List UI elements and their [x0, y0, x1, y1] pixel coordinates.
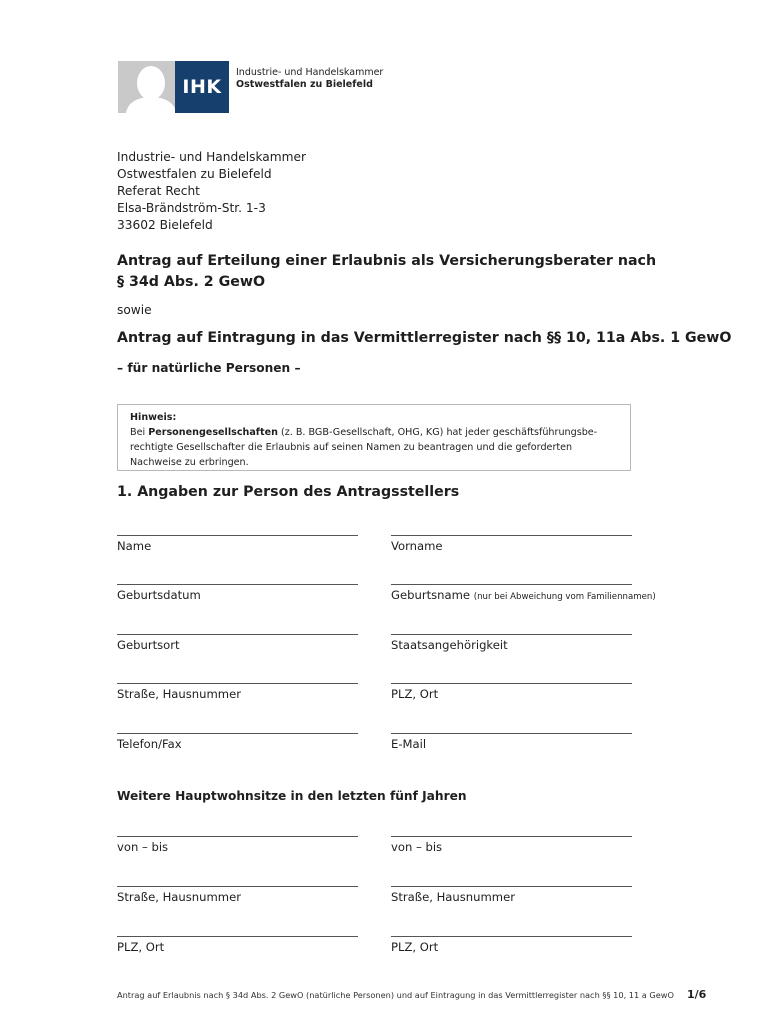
residence-2-period-field[interactable] — [391, 836, 632, 854]
conjunction-text: sowie — [117, 303, 152, 317]
residence-2-street-label: Straße, Hausnummer — [391, 890, 515, 904]
plz-ort-label: PLZ, Ort — [391, 687, 439, 701]
residence-1-street-input-line[interactable] — [117, 886, 358, 887]
logo-organization-name: Industrie- und Handelskammer Ostwestfalen zu Bielefeld — [236, 67, 384, 90]
telefon-input-line[interactable] — [117, 733, 358, 734]
document-title: Antrag auf Erteilung einer Erlaubnis als Versicherungsberater nach § 34d Abs. 2 GewO — [117, 253, 657, 290]
residence-1-period-label: von – bis — [117, 840, 169, 854]
notice-line-3: Nachweise zu erbringen. — [130, 457, 249, 468]
notice-line-2: rechtigte Gesellschafter die Erlaubnis auf seinen Namen zu beantragen und die geforderten — [130, 442, 573, 453]
residence-1-plz-field[interactable] — [117, 936, 358, 954]
geburtsdatum-input-line[interactable] — [117, 584, 358, 585]
page-number: 1/6 — [687, 988, 707, 1001]
name-label: Name — [117, 539, 152, 553]
staatsangehoerigkeit-label: Staatsangehörigkeit — [391, 638, 508, 652]
strasse-label: Straße, Hausnummer — [117, 687, 241, 701]
vorname-input-line[interactable] — [391, 535, 632, 536]
residence-1-plz-label: PLZ, Ort — [117, 940, 165, 954]
recipient-address: Industrie- und Handelskammer Ostwestfalen zu Bielefeld Referat Recht Elsa-Brändström-Str. 1-3 33602 Bielefeld — [117, 150, 307, 232]
name-field[interactable] — [117, 535, 358, 553]
residence-1-street-field[interactable] — [117, 886, 358, 904]
residence-2-period-label: von – bis — [391, 840, 443, 854]
section-heading: 1. Angaben zur Person des Antragsstellers — [117, 484, 460, 500]
residence-1-street-label: Straße, Hausnummer — [117, 890, 241, 904]
name-input-line[interactable] — [117, 535, 358, 536]
vorname-field[interactable] — [391, 535, 632, 553]
residence-2-street-field[interactable] — [391, 886, 632, 904]
residence-1-plz-input-line[interactable] — [117, 936, 358, 937]
plz-ort-field[interactable] — [391, 683, 632, 701]
geburtsdatum-label: Geburtsdatum — [117, 588, 201, 602]
person-silhouette-icon — [118, 61, 175, 113]
plz-ort-input-line[interactable] — [391, 683, 632, 684]
email-input-line[interactable] — [391, 733, 632, 734]
document-title-2: Antrag auf Eintragung in das Vermittlerregister nach §§ 10, 11a Abs. 1 GewO — [117, 330, 732, 346]
logo-silhouette — [118, 61, 175, 113]
email-field[interactable] — [391, 733, 632, 751]
document-subtitle: – für natürliche Personen – — [117, 361, 301, 375]
residence-1-period-field[interactable] — [117, 836, 358, 854]
geburtsname-note: (nur bei Abweichung vom Familiennamen) — [473, 592, 656, 602]
geburtsort-input-line[interactable] — [117, 634, 358, 635]
ihk-logo: IHK — [175, 61, 229, 113]
staatsangehoerigkeit-field[interactable] — [391, 634, 632, 652]
residences-heading: Weitere Hauptwohnsitze in den letzten fünf Jahren — [117, 789, 467, 803]
telefon-label: Telefon/Fax — [117, 737, 182, 751]
notice-heading: Hinweis: — [130, 412, 177, 423]
staatsangehoerigkeit-input-line[interactable] — [391, 634, 632, 635]
residence-2-plz-input-line[interactable] — [391, 936, 632, 937]
geburtsort-field[interactable] — [117, 634, 358, 652]
strasse-field[interactable] — [117, 683, 358, 701]
geburtsname-input-line[interactable] — [391, 584, 632, 585]
geburtsname-field[interactable] — [391, 584, 656, 602]
geburtsdatum-field[interactable] — [117, 584, 358, 602]
vorname-label: Vorname — [391, 539, 443, 553]
residence-1-period-input-line[interactable] — [117, 836, 358, 837]
geburtsname-label: Geburtsname (nur bei Abweichung vom Familiennamen) — [391, 588, 656, 602]
strasse-input-line[interactable] — [117, 683, 358, 684]
email-label: E-Mail — [391, 737, 427, 751]
telefon-field[interactable] — [117, 733, 358, 751]
notice-line-1: Bei Personengesellschaften (z. B. BGB-Gesellschaft, OHG, KG) hat jeder geschäftsführungsbe- — [130, 427, 598, 438]
page-footer: Antrag auf Erlaubnis nach § 34d Abs. 2 GewO (natürliche Personen) und auf Eintragung in das Vermittlerregister nach §§ 10, 11 a GewO — [117, 990, 674, 1000]
notice-box — [117, 404, 631, 471]
residence-2-street-input-line[interactable] — [391, 886, 632, 887]
geburtsort-label: Geburtsort — [117, 638, 180, 652]
residence-2-plz-field[interactable] — [391, 936, 632, 954]
residence-2-plz-label: PLZ, Ort — [391, 940, 439, 954]
residence-2-period-input-line[interactable] — [391, 836, 632, 837]
